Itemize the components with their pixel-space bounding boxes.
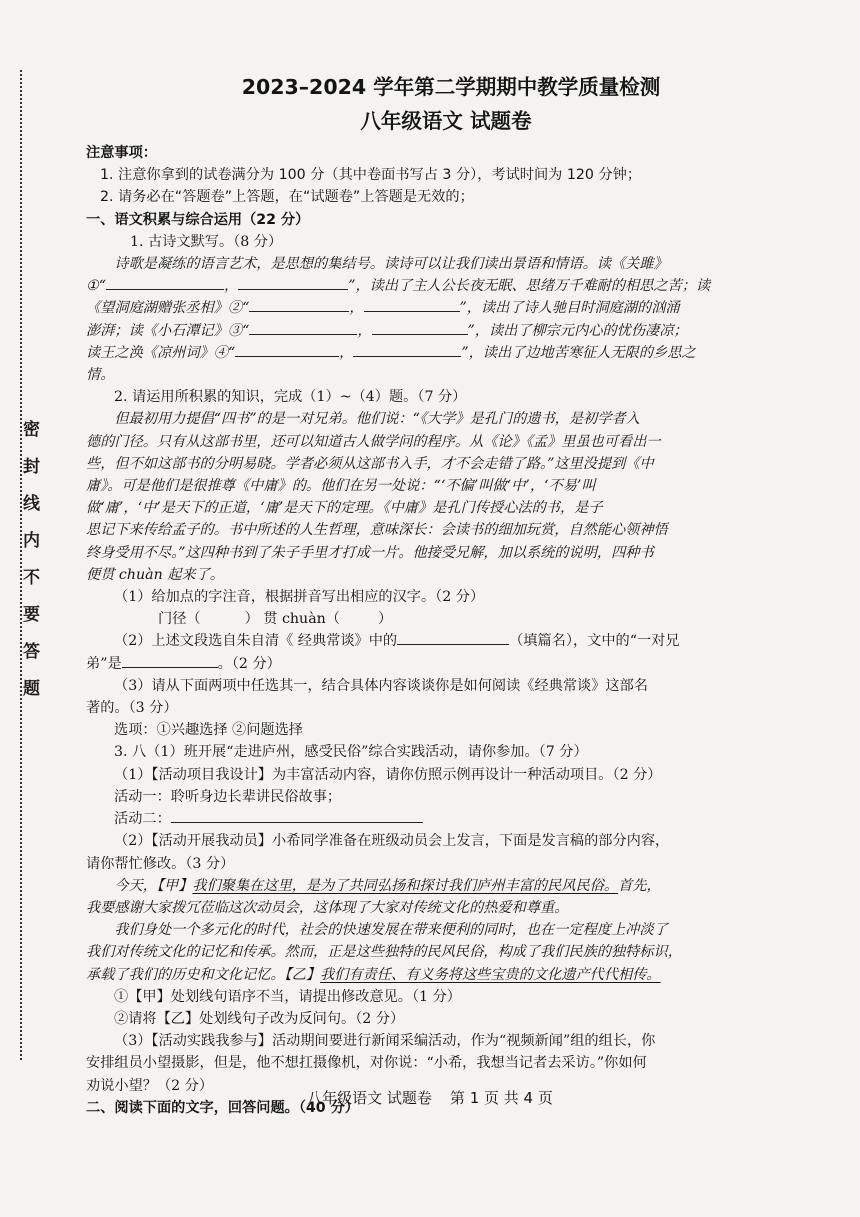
q1-line5 — [86, 342, 776, 364]
q2-options: 选项：①兴趣选择 ②问题选择 — [114, 722, 303, 739]
exam-content — [86, 72, 776, 1119]
q1-line2-a: ①“ — [86, 278, 106, 295]
q1-line4-a: 澎湃；读《小石潭记》③“ — [86, 322, 250, 339]
page-footer — [0, 1087, 860, 1108]
q3-sub2-cont: 请你帮忙修改。（3 分） — [86, 855, 235, 872]
q2-sub1-item-b: ） 贯 chuàn（ — [244, 611, 340, 628]
yi-underlined-sentence: 我们有责任、有义务将这些宝贵的文化遗产代代相传。 — [320, 966, 661, 983]
q2-sub2-c: 弟”是 — [86, 655, 122, 672]
q3-speech-line: 我们身处一个多元化的时代，社会的快速发展在带来便利的同时，也在一定程度上冲淡了 — [114, 922, 668, 939]
q1-line1: 诗歌是凝练的语言艺术，是思想的集结号。读诗可以让我们读出景语和情语。读《关雎》 — [114, 256, 668, 273]
exam-title: 2023–2024 学年第二学期期中教学质量检测 — [241, 75, 661, 99]
q3-sub1: （1）【活动项目我设计】为丰富活动内容，请你仿照示例再设计一种活动项目。（2 分） — [114, 766, 662, 783]
q2-passage-line: 些，但不如这部书的分明易晓。学者必须从这部书入手，才不会走错了路。”这里没提到《中 — [86, 455, 654, 472]
q3-speech-line — [86, 875, 776, 897]
q3-sub2: （2）【活动开展我动员】小希同学准备在班级动员会上发言，下面是发言稿的部分内容， — [114, 833, 670, 850]
q3-item-2: ②请将【乙】处划线句子改为反问句。（2 分） — [114, 1010, 405, 1027]
q2-sub3: （3）请从下面两项中任选其一，结合具体内容谈谈你是如何阅读《经典常谈》这部名 — [114, 677, 648, 694]
binding-margin-text: 密封线内不要答题 — [19, 420, 39, 716]
notice-item-1: 1. 注意你拿到的试卷满分为 100 分（其中卷面书写占 3 分），考试时间为 120 分钟； — [100, 167, 642, 184]
q3-activity-2-label: 活动二： — [114, 811, 171, 828]
q2-sub2-a: （2）上述文段选自朱自清《 经典常谈》中的 — [114, 633, 398, 650]
section2-heading: 二、阅读下面的文字，回答问题。（40 分） — [86, 1099, 359, 1116]
answer-blank — [122, 653, 218, 668]
q2-sub1-item-c: ） — [377, 611, 393, 628]
q2-passage-line: 德的门径。只有从这部书里，还可以知道古人做学问的程序。从《论》《孟》里虽也可看出一 — [86, 433, 661, 450]
q1-line2-b: ， — [223, 278, 239, 295]
answer-blank — [397, 630, 509, 645]
q1-line4-c: ”，读出了柳宗元内心的忧伤凄凉； — [467, 322, 688, 339]
q3-title: 3. 八（1）班开展“走进庐州，感受民俗”综合实践活动，请你参加。（7 分） — [114, 744, 588, 761]
notice-item-2: 2. 请务必在“答题卷”上答题，在“试题卷”上答题是无效的； — [100, 189, 474, 206]
section1-heading: 一、语文积累与综合运用（22 分） — [86, 211, 310, 228]
q3-speech-line: 我们对传统文化的记忆和传承。然而，正是这些独特的民风民俗，构成了我们民族的独特标识， — [86, 944, 682, 961]
q2-sub3-cont: 著的。（3 分） — [86, 700, 178, 717]
q1-line4-b: ， — [357, 322, 372, 339]
q1-line3-a: 《望洞庭湖赠张丞相》②“ — [86, 300, 250, 317]
q1-line4 — [86, 320, 776, 342]
q1-title: 1. 古诗文默写。（8 分） — [130, 233, 283, 250]
answer-blank — [238, 275, 348, 290]
q2-passage-line: 庸》。可是他们是很推尊《中庸》的。他们在另一处说：“‘不偏’叫做‘中’，‘不易’叫 — [86, 478, 596, 495]
q2-passage-line: 便贯 chuàn 起来了。 — [86, 566, 224, 583]
answer-blank — [372, 320, 468, 335]
q1-line3-c: ”，读出了诗人驰目时洞庭湖的汹涌 — [459, 300, 680, 317]
q2-sub1: （1）给加点的字注音，根据拼音写出相应的汉字。（2 分） — [114, 589, 485, 606]
answer-blank — [249, 320, 357, 335]
q2-passage-line: 但最初用力提倡“四书”的是一对兄弟。他们说：“《大学》是孔门的遗书，是初学者入 — [114, 411, 640, 428]
answer-blank — [353, 342, 461, 357]
q3-speech-line: 我要感谢大家拨冗莅临这次动员会，这体现了大家对传统文化的热爱和尊重。 — [86, 899, 569, 916]
q2-sub2-b: （填篇名），文中的“一对兄 — [509, 633, 680, 650]
exam-subtitle: 八年级语文 试题卷 — [360, 109, 532, 133]
q3-speech-line — [86, 964, 776, 986]
jia-underlined-sentence: 我们聚集在这里，是为了共同弘扬和探讨我们庐州丰富的民风民俗。 — [192, 877, 619, 894]
notice-heading: 注意事项： — [86, 145, 157, 161]
q3-speech-1c: 首先， — [618, 877, 661, 894]
footer-page-number: 第 1 页 共 4 页 — [449, 1089, 553, 1107]
answer-blank — [106, 275, 224, 290]
q3-item-1: ①【甲】处划线句语序不当，请提出修改意见。（1 分） — [114, 988, 461, 1005]
q3-sub3-cont: 安排组员小望摄影，但是，他不想扛摄像机，对你说：“小希，我想当记者去采访。”你如何 — [86, 1055, 647, 1072]
q2-sub1-items — [86, 608, 776, 630]
q3-sub3: （3）【活动实践我参与】活动期间要进行新闻采编活动，作为“视频新闻”组的组长，你 — [114, 1033, 656, 1050]
answer-blank — [235, 342, 339, 357]
q3-activity-1: 活动一：聆听身边长辈讲民俗故事； — [114, 788, 342, 805]
q2-passage-line: 终身受用不尽。”这四种书到了朱子手里才打成一片。他接受兄解，加以系统的说明，四种书 — [86, 544, 654, 561]
answer-blank — [249, 297, 349, 312]
footer-title: 八年级语文 试题卷 — [307, 1089, 432, 1107]
q3-sub3-cont: 劝说小望？（2 分） — [86, 1077, 214, 1094]
q2-passage-line: 做‘庸’，‘中’是天下的正道，‘庸’是天下的定理。《中庸》是孔门传授心法的书，是子 — [86, 500, 603, 517]
q2-sub2 — [86, 630, 776, 652]
q1-line3-b: ， — [349, 300, 364, 317]
q1-line6: 情。 — [86, 367, 115, 384]
q1-line5-a: 读王之涣《凉州词》④“ — [86, 344, 236, 361]
q1-line2-c: ”，读出了主人公长夜无眠、思绪万千难耐的相思之苦；读 — [348, 278, 711, 295]
q2-sub2-d: 。（2 分） — [217, 655, 281, 672]
q1-line5-c: ”，读出了边地苦寒征人无限的乡思之 — [461, 344, 696, 361]
q2-sub1-item-a: 门径（ — [158, 611, 201, 628]
answer-blank — [364, 297, 460, 312]
q3-speech-5a: 承载了我们的历史和文化记忆。【乙】 — [86, 966, 321, 983]
q1-line3 — [86, 297, 776, 319]
q2-sub2-cont — [86, 653, 776, 675]
q1-line2 — [86, 275, 776, 297]
answer-blank — [171, 808, 423, 823]
q2-passage-line: 思记下来传给孟子的。书中所述的人生哲理，意味深长：会读书的细加玩赏，自然能心领神悟 — [86, 522, 668, 539]
q2-title: 2. 请运用所积累的知识，完成（1）~（4）题。（7 分） — [114, 389, 467, 406]
q3-activity-2 — [86, 808, 776, 830]
q3-speech-1a: 今天，【甲】 — [114, 877, 193, 894]
q1-line5-b: ， — [339, 344, 354, 361]
